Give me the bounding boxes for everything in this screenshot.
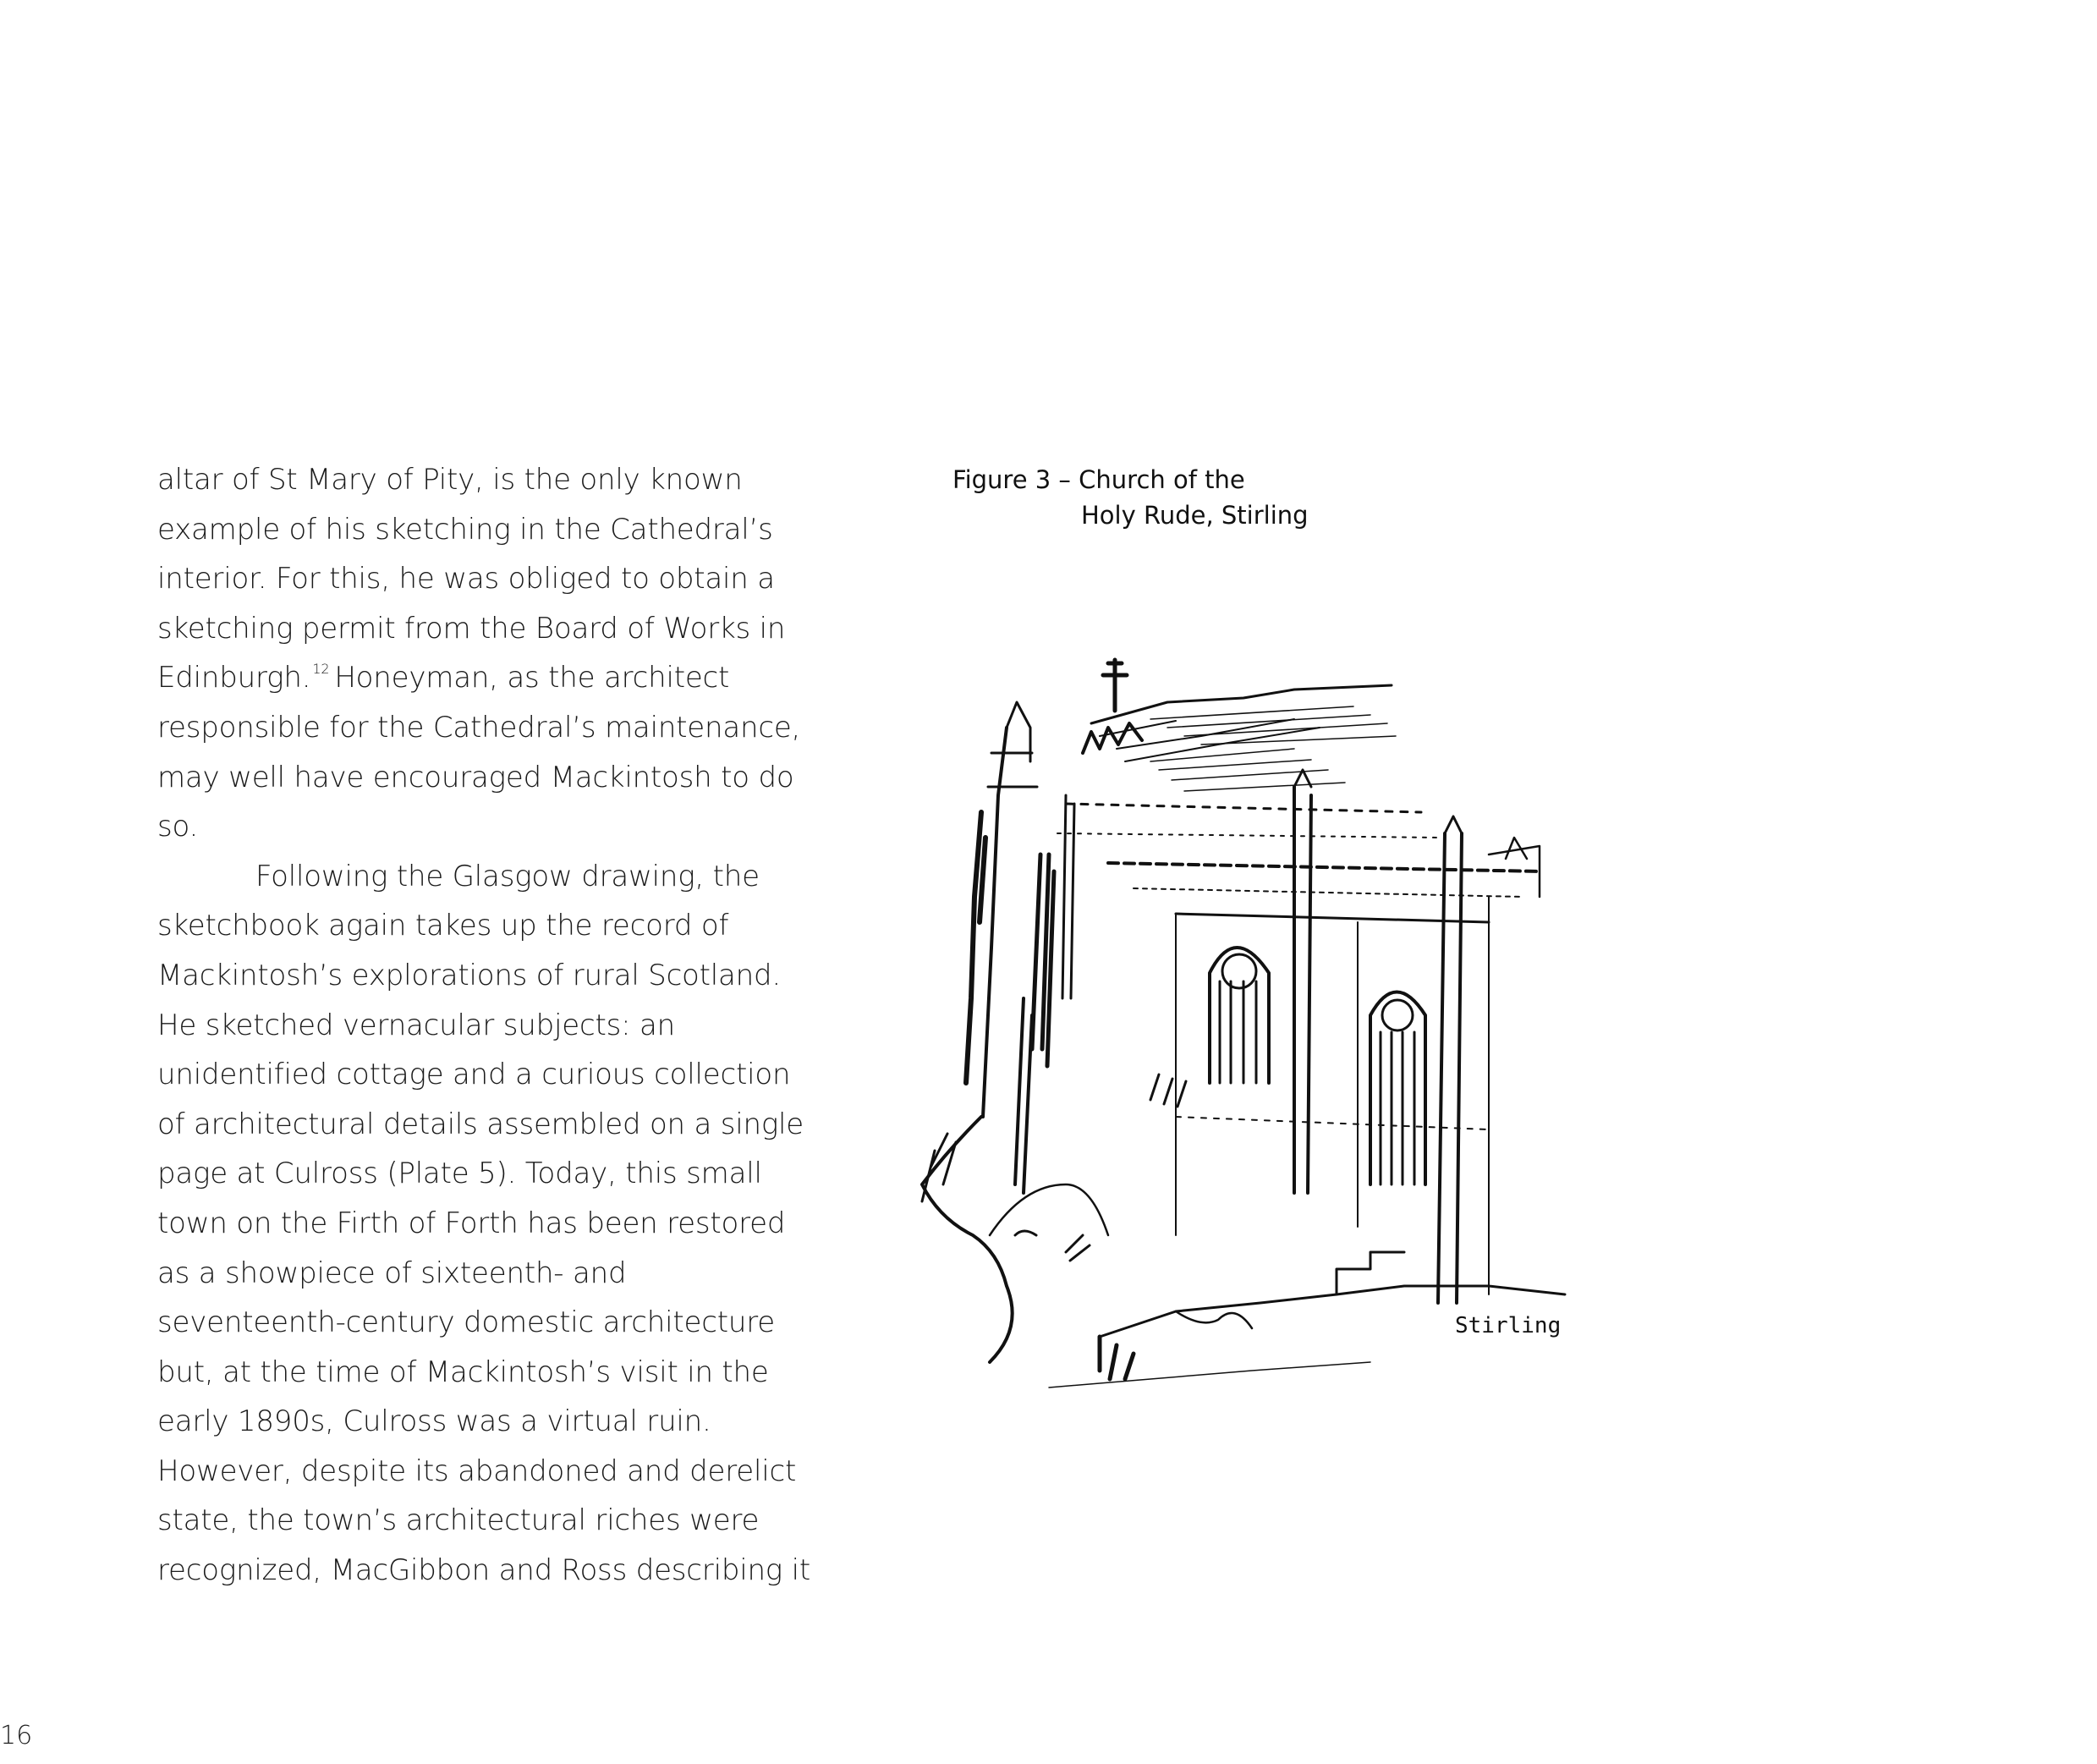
church-sketch-illustration (897, 643, 1573, 1404)
text-fragment: Honeyman, as the architect (334, 661, 730, 695)
text-line: seventeenth-century domestic architecture (157, 1305, 775, 1340)
text-line: as a showpiece of sixteenth- and (157, 1256, 627, 1290)
text-line: Mackintosh’s explorations of rural Scotland. (157, 958, 782, 992)
caption-line: Figure 3 – Church of the (952, 465, 1245, 494)
page-number: 16 (0, 1721, 33, 1750)
text-line-indented: Following the Glasgow drawing, the (255, 859, 760, 893)
text-fragment: Edinburgh. (157, 661, 311, 695)
text-line: of architectural details assembled on a single (157, 1107, 804, 1141)
text-line: sketchbook again takes up the record of (157, 909, 729, 943)
text-line: so. (157, 810, 199, 844)
footnote-ref: 12 (312, 661, 330, 678)
figure-caption (952, 462, 1309, 533)
caption-line: Holy Rude, Stirling (1081, 501, 1309, 530)
text-line: but, at the time of Mackintosh’s visit in the (157, 1355, 769, 1389)
text-line: altar of St Mary of Pity, is the only known (157, 463, 743, 497)
text-line: example of his sketching in the Cathedral’s (157, 512, 773, 547)
text-line: sketching permit from the Board of Works in (157, 611, 786, 646)
text-line: responsible for the Cathedral’s maintenance, (157, 710, 801, 745)
text-line: may well have encouraged Mackintosh to do (157, 760, 794, 794)
text-line: recognized, MacGibbon and Ross describing it (157, 1553, 810, 1588)
text-line: However, despite its abandoned and derelict (157, 1454, 797, 1488)
text-line: unidentified cottage and a curious collection (157, 1058, 791, 1092)
text-line: page at Culross (Plate 5). Today, this small (157, 1157, 762, 1191)
text-line: interior. For this, he was obliged to obtain a (157, 562, 775, 596)
text-line: state, the town’s architectural riches were (157, 1503, 760, 1538)
text-line-with-footnote (157, 653, 826, 703)
sketch-inscription: Stirling (1455, 1313, 1562, 1338)
text-line: He sketched vernacular subjects: an (157, 1008, 675, 1042)
text-line: early 1890s, Culross was a virtual ruin. (157, 1404, 711, 1439)
text-line: town on the Firth of Forth has been restored (157, 1206, 786, 1240)
body-text (157, 455, 826, 1596)
